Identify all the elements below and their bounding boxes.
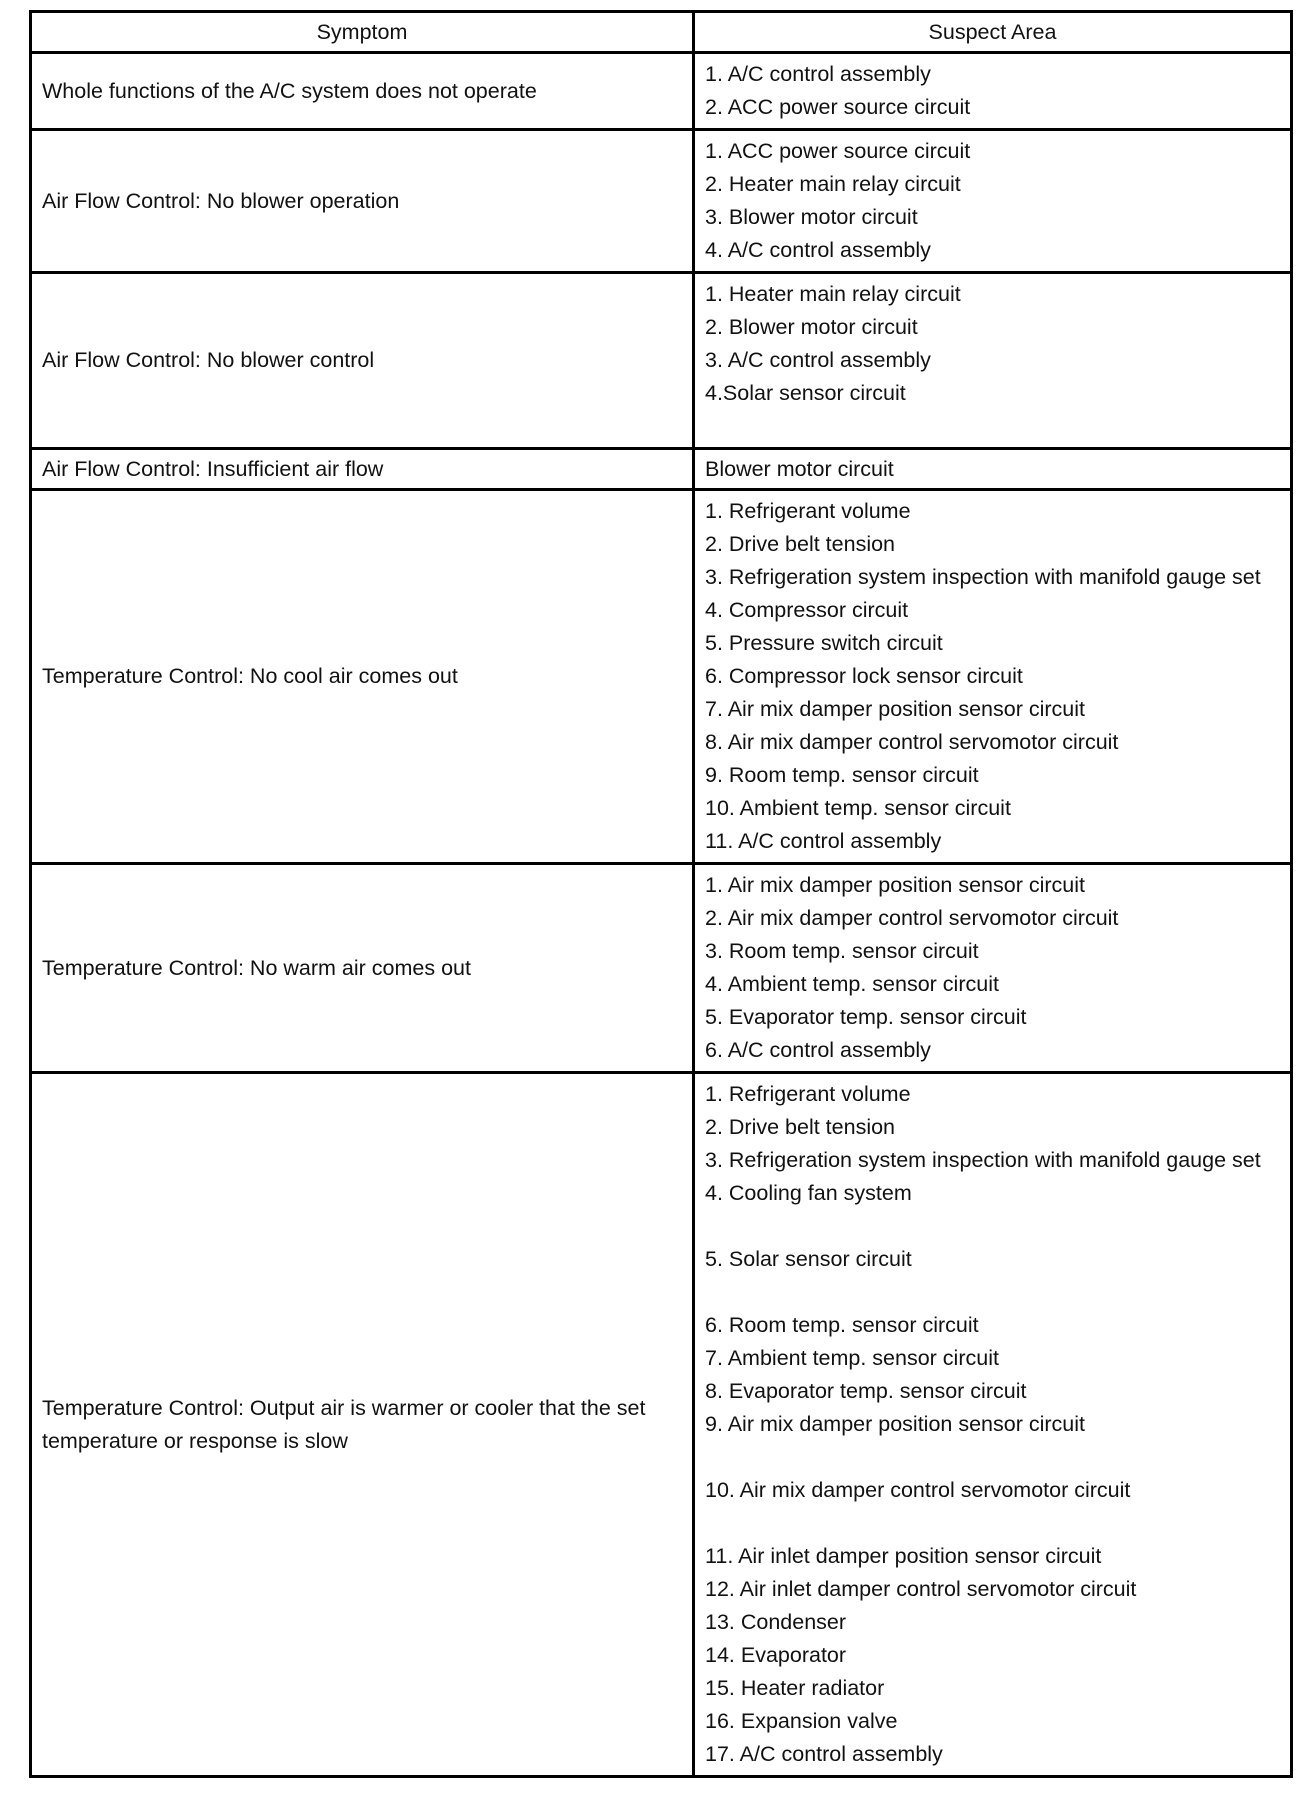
suspect-item: 16. Expansion valve [705, 1709, 898, 1733]
table-row [31, 130, 1292, 273]
symptom-cell: Air Flow Control: Insufficient air flow [31, 449, 694, 490]
symptom-cell: Air Flow Control: No blower operation [31, 130, 694, 273]
suspect-item: 2. Drive belt tension [705, 532, 896, 556]
suspect-item: 5. Solar sensor circuit [705, 1247, 912, 1271]
suspect-item: 3. Refrigeration system inspection with manifold gauge set [705, 565, 1261, 589]
suspect-item: 7. Ambient temp. sensor circuit [705, 1346, 999, 1370]
suspect-item: 8. Evaporator temp. sensor circuit [705, 1379, 1027, 1403]
suspect-item: 2. ACC power source circuit [705, 95, 971, 119]
suspect-item: 2. Heater main relay circuit [705, 172, 961, 196]
suspect-item: 12. Air inlet damper control servomotor circuit [705, 1577, 1137, 1601]
suspect-area-cell [694, 273, 1292, 449]
symptom-cell: Temperature Control: Output air is warmer or cooler that the set temperature or response is slow [31, 1073, 694, 1777]
symptom-cell: Air Flow Control: No blower control [31, 273, 694, 449]
suspect-item: 5. Evaporator temp. sensor circuit [705, 1005, 1027, 1029]
suspect-area-cell [694, 864, 1292, 1073]
suspect-area-cell [694, 490, 1292, 864]
suspect-item: 4.Solar sensor circuit [705, 381, 906, 405]
symptom-column-header: Symptom [31, 12, 694, 53]
suspect-item: 17. A/C control assembly [705, 1742, 943, 1766]
table-row [31, 273, 1292, 449]
symptom-cell: Temperature Control: No cool air comes out [31, 490, 694, 864]
spacer [705, 1441, 1280, 1474]
suspect-item: 6. Compressor lock sensor circuit [705, 664, 1023, 688]
suspect-area-cell: Blower motor circuit [694, 449, 1292, 490]
suspect-item: 1. Refrigerant volume [705, 1082, 911, 1106]
suspect-item: 10. Ambient temp. sensor circuit [705, 796, 1011, 820]
table-row [31, 53, 1292, 130]
suspect-area-column-header: Suspect Area [694, 12, 1292, 53]
suspect-area-cell [694, 1073, 1292, 1777]
suspect-item: 2. Air mix damper control servomotor circuit [705, 906, 1119, 930]
suspect-item: 3. A/C control assembly [705, 348, 931, 372]
suspect-item: 11. A/C control assembly [705, 829, 942, 853]
suspect-item: 4. Ambient temp. sensor circuit [705, 972, 999, 996]
suspect-item: 1. Air mix damper position sensor circuit [705, 873, 1085, 897]
symptom-cell: Whole functions of the A/C system does not operate [31, 53, 694, 130]
table-row [31, 449, 1292, 490]
suspect-item: 4. Cooling fan system [705, 1181, 912, 1205]
suspect-item: 5. Pressure switch circuit [705, 631, 943, 655]
suspect-item: 9. Room temp. sensor circuit [705, 763, 979, 787]
suspect-item: 1. A/C control assembly [705, 62, 931, 86]
table-row [31, 864, 1292, 1073]
suspect-item: 2. Blower motor circuit [705, 315, 918, 339]
spacer [705, 410, 1280, 443]
suspect-item: 11. Air inlet damper position sensor circuit [705, 1544, 1102, 1568]
table-row [31, 490, 1292, 864]
suspect-item: 1. Refrigerant volume [705, 499, 911, 523]
suspect-area-cell [694, 130, 1292, 273]
suspect-item: 1. Heater main relay circuit [705, 282, 961, 306]
suspect-item: 2. Drive belt tension [705, 1115, 896, 1139]
suspect-item: 3. Blower motor circuit [705, 205, 918, 229]
suspect-item: 4. Compressor circuit [705, 598, 909, 622]
spacer [705, 1210, 1280, 1243]
suspect-area-table [29, 10, 1293, 1778]
header-row [31, 12, 1292, 53]
suspect-item: 3. Refrigeration system inspection with manifold gauge set [705, 1148, 1261, 1172]
suspect-item: 4. A/C control assembly [705, 238, 931, 262]
suspect-item: 15. Heater radiator [705, 1676, 885, 1700]
suspect-item: 7. Air mix damper position sensor circuit [705, 697, 1085, 721]
suspect-item: 9. Air mix damper position sensor circuit [705, 1412, 1085, 1436]
symptom-cell: Temperature Control: No warm air comes out [31, 864, 694, 1073]
suspect-area-cell [694, 53, 1292, 130]
suspect-item: 1. ACC power source circuit [705, 139, 971, 163]
suspect-item: 6. A/C control assembly [705, 1038, 931, 1062]
suspect-item: 3. Room temp. sensor circuit [705, 939, 979, 963]
suspect-item: 10. Air mix damper control servomotor circuit [705, 1478, 1131, 1502]
table-row [31, 1073, 1292, 1777]
suspect-item: 14. Evaporator [705, 1643, 847, 1667]
suspect-item: 8. Air mix damper control servomotor circuit [705, 730, 1119, 754]
spacer [705, 1507, 1280, 1540]
spacer [705, 1276, 1280, 1309]
suspect-item: 13. Condenser [705, 1610, 847, 1634]
suspect-item: 6. Room temp. sensor circuit [705, 1313, 979, 1337]
